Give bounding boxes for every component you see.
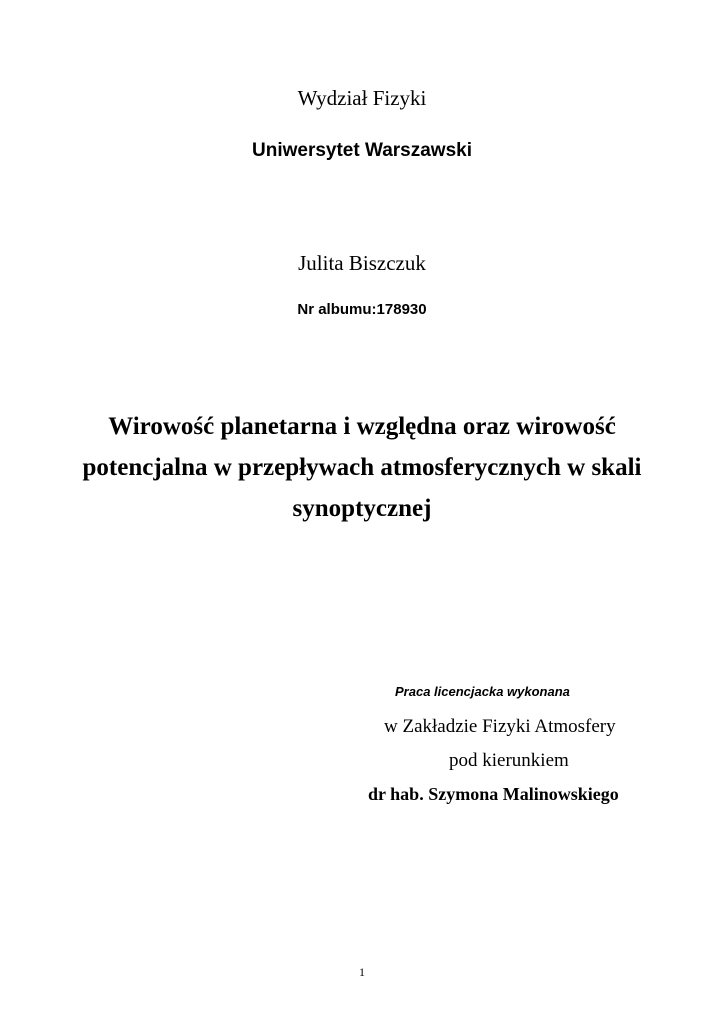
faculty-name: Wydział Fizyki (297, 86, 427, 110)
supervision-label: pod kierunkiem (449, 750, 569, 771)
author-name: Julita Biszczuk (298, 251, 426, 275)
supervisor-name: dr hab. Szymona Malinowskiego (368, 784, 619, 804)
thesis-type: Praca licencjacka wykonana (395, 684, 570, 699)
thesis-title-line-2: potencjalna w przepływach atmosferycznych w skali (82, 454, 642, 481)
page-number: 1 (359, 965, 365, 979)
album-number: Nr albumu:178930 (297, 301, 427, 318)
department-name: w Zakładzie Fizyki Atmosfery (384, 716, 616, 737)
thesis-title-line-1: Wirowość planetarna i względna oraz wirowość (108, 413, 616, 440)
thesis-title (0, 406, 724, 529)
thesis-title-line-3: synoptycznej (292, 495, 432, 522)
university-name: Uniwersytet Warszawski (252, 140, 472, 161)
